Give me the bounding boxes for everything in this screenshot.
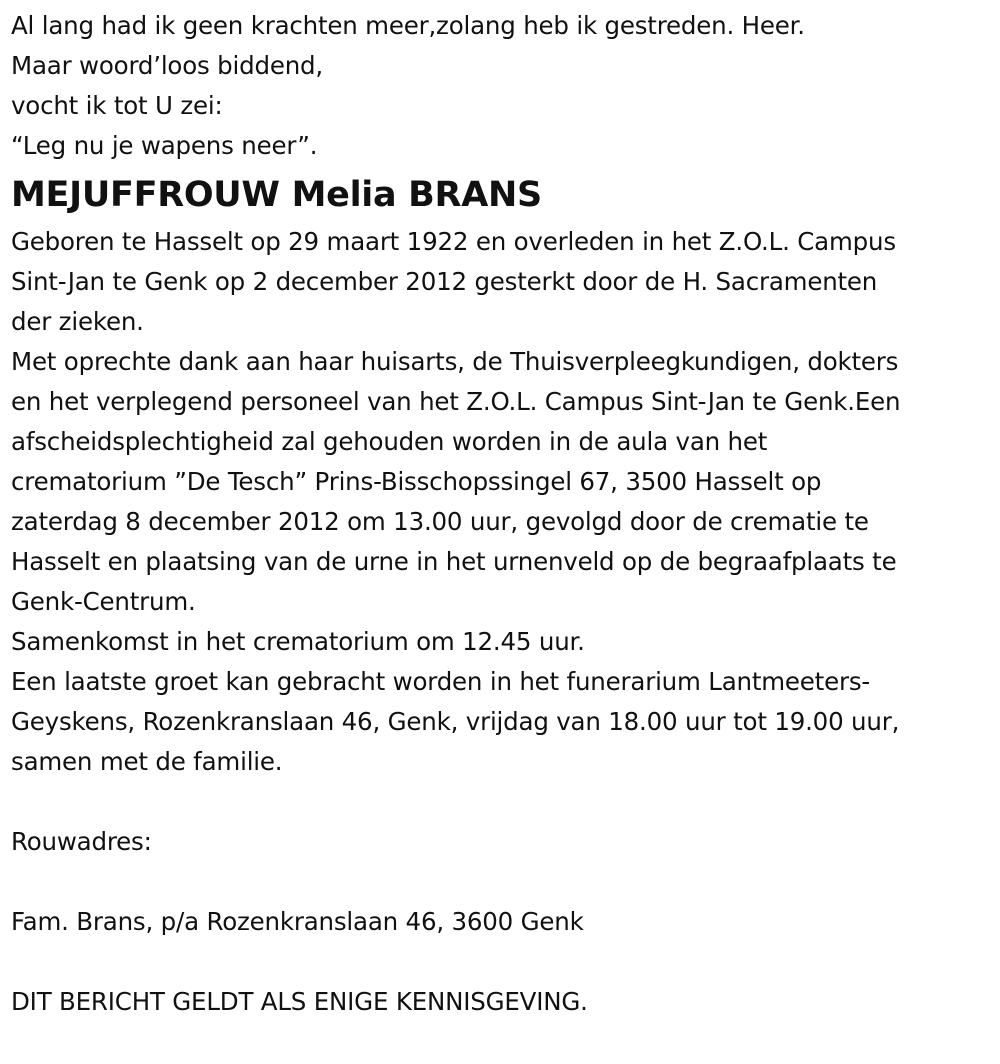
body-line: samen met de familie. bbox=[11, 747, 283, 776]
body-line: Een laatste groet kan gebracht worden in het funerarium Lantmeeters- bbox=[11, 667, 871, 696]
body-line: der zieken. bbox=[11, 307, 144, 336]
spacer bbox=[11, 942, 993, 982]
notice-text: DIT BERICHT GELDT ALS ENIGE KENNISGEVING. bbox=[11, 987, 588, 1016]
poem bbox=[11, 6, 993, 166]
body-line: Genk-Centrum. bbox=[11, 587, 196, 616]
poem-line: Al lang had ik geen krachten meer,zolang heb ik gestreden. Heer. bbox=[11, 11, 805, 40]
poem-line: “Leg nu je wapens neer”. bbox=[11, 131, 318, 160]
spacer bbox=[11, 862, 993, 902]
body-line: afscheidsplechtigheid zal gehouden worden in de aula van het bbox=[11, 427, 768, 456]
address-value: Fam. Brans, p/a Rozenkranslaan 46, 3600 Genk bbox=[11, 907, 584, 936]
obituary-body bbox=[11, 222, 993, 782]
spacer bbox=[11, 782, 993, 822]
poem-line: Maar woord’loos biddend, bbox=[11, 51, 323, 80]
body-line: zaterdag 8 december 2012 om 13.00 uur, gevolgd door de crematie te bbox=[11, 507, 869, 536]
body-line: Geyskens, Rozenkranslaan 46, Genk, vrijdag van 18.00 uur tot 19.00 uur, bbox=[11, 707, 900, 736]
address-label: Rouwadres: bbox=[11, 827, 152, 856]
poem-line: vocht ik tot U zei: bbox=[11, 91, 223, 120]
body-line: en het verplegend personeel van het Z.O.L. Campus Sint-Jan te Genk.Een bbox=[11, 387, 901, 416]
body-line: Geboren te Hasselt op 29 maart 1922 en overleden in het Z.O.L. Campus bbox=[11, 227, 896, 256]
body-line: Hasselt en plaatsing van de urne in het urnenveld op de begraafplaats te bbox=[11, 547, 897, 576]
obituary-notice bbox=[11, 6, 993, 1022]
body-line: Met oprechte dank aan haar huisarts, de Thuisverpleegkundigen, dokters bbox=[11, 347, 899, 376]
body-line: crematorium ”De Tesch” Prins-Bisschopssingel 67, 3500 Hasselt op bbox=[11, 467, 822, 496]
body-line: Sint-Jan te Genk op 2 december 2012 gesterkt door de H. Sacramenten bbox=[11, 267, 878, 296]
body-line: Samenkomst in het crematorium om 12.45 uur. bbox=[11, 627, 585, 656]
deceased-name-title: MEJUFFROUW Melia BRANS bbox=[11, 175, 542, 215]
